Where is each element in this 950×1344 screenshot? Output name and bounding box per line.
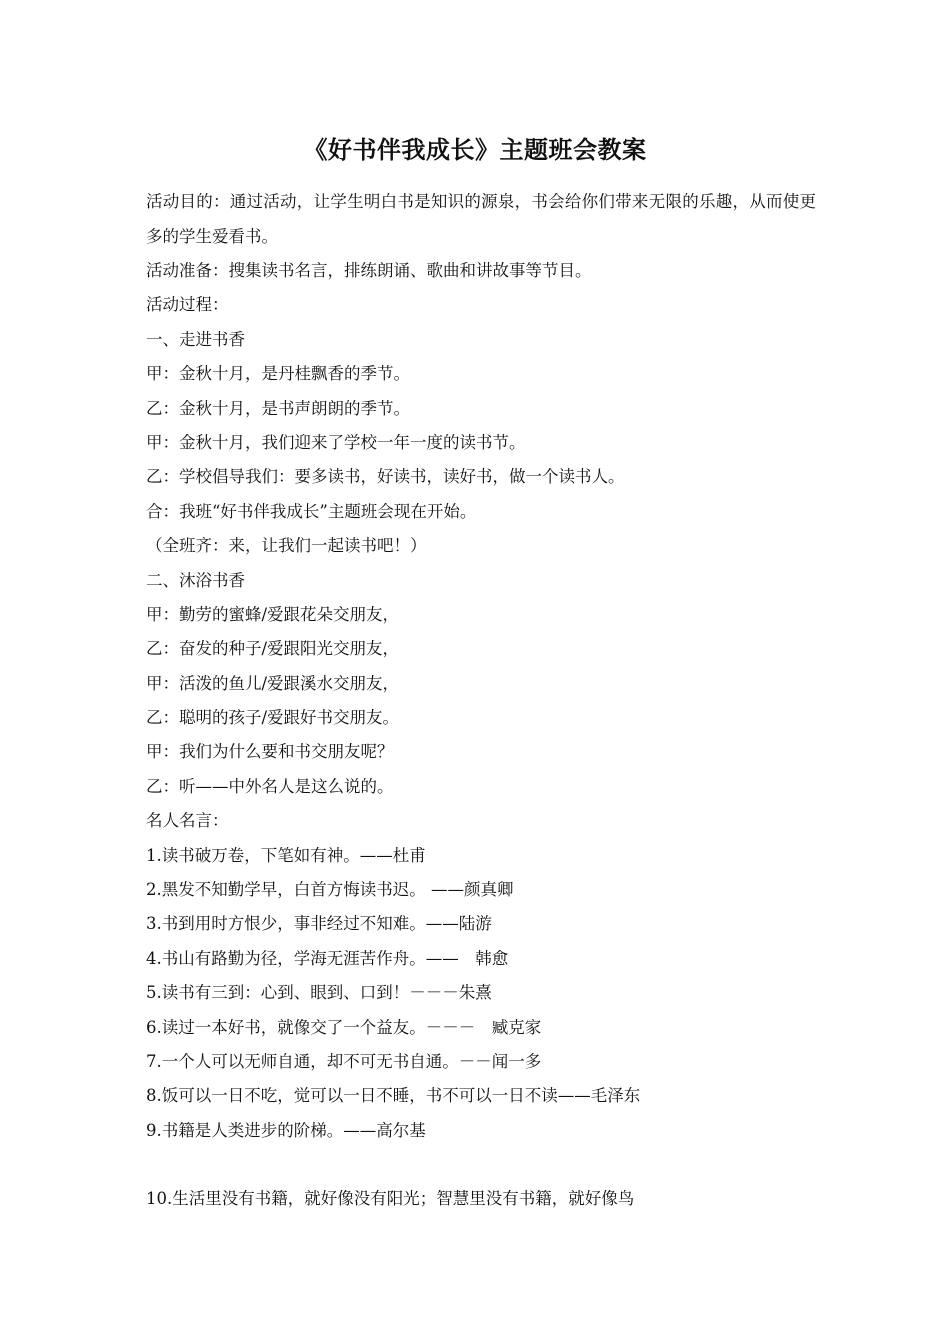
- quote-item: 4.书山有路勤为径，学海无涯苦作舟。—— 韩愈: [146, 948, 509, 968]
- quote-item: 9.书籍是人类进步的阶梯。——高尔基: [146, 1120, 426, 1140]
- quote-item: 5.读书有三到：心到、眼到、口到！－－－朱熹: [146, 983, 492, 1003]
- dialogue-line: 合：我班“好书伴我成长”主题班会现在开始。: [146, 501, 477, 521]
- dialogue-line: 甲：金秋十月，我们迎来了学校一年一度的读书节。: [146, 432, 526, 452]
- section-heading-1: 一、走进书香: [146, 329, 245, 349]
- document-title: 《好书伴我成长》主题班会教案: [303, 135, 647, 164]
- quote-item: 8.饭可以一日不吃，觉可以一日不睡，书不可以一日不读——毛泽东: [146, 1086, 641, 1106]
- quote-item: 7.一个人可以无师自通，却不可无书自通。－－闻一多: [146, 1051, 542, 1071]
- quote-item: 10.生活里没有书籍，就好像没有阳光；智慧里没有书籍，就好像鸟: [146, 1189, 635, 1209]
- document-body: [146, 184, 816, 1217]
- dialogue-line: 甲：活泼的鱼儿/爱跟溪水交朋友，: [146, 673, 400, 693]
- blank-line: [146, 1148, 816, 1182]
- paragraph-activity-prep: 活动准备：搜集读书名言，排练朗诵、歌曲和讲故事等节目。: [146, 261, 592, 280]
- dialogue-line: 甲：金秋十月，是丹桂飘香的季节。: [146, 364, 410, 384]
- paragraph-activity-goal: 活动目的：通过活动，让学生明白书是知识的源泉，书会给你们带来无限的乐趣，从而使更多的学生爱看书。: [146, 192, 816, 246]
- quote-item: 1.读书破万卷，下笔如有神。——杜甫: [146, 845, 426, 865]
- dialogue-line: 乙：金秋十月，是书声朗朗的季节。: [146, 398, 410, 418]
- dialogue-line: 乙：聪明的孩子/爱跟好书交朋友。: [146, 708, 400, 728]
- quote-item: 2.黑发不知勤学早，白首方悔读书迟。 ——颜真卿: [146, 880, 514, 900]
- dialogue-line: 甲：勤劳的蜜蜂/爱跟花朵交朋友，: [146, 604, 400, 624]
- quotes-heading: 名人名言：: [146, 811, 229, 831]
- dialogue-line: 乙：学校倡导我们：要多读书，好读书，读好书，做一个读书人。: [146, 467, 625, 487]
- dialogue-line: （全班齐：来，让我们一起读书吧！）: [146, 536, 427, 556]
- section-heading-2: 二、沐浴书香: [146, 570, 245, 590]
- dialogue-line: 甲：我们为什么要和书交朋友呢？: [146, 742, 394, 762]
- paragraph-activity-process: 活动过程：: [146, 295, 229, 315]
- dialogue-line: 乙：奋发的种子/爱跟阳光交朋友，: [146, 639, 400, 659]
- dialogue-line: 乙：听——中外名人是这么说的。: [146, 776, 394, 796]
- quote-item: 6.读过一本好书，就像交了一个益友。－－－ 臧克家: [146, 1017, 542, 1037]
- quote-item: 3.书到用时方恨少，事非经过不知难。——陆游: [146, 914, 492, 934]
